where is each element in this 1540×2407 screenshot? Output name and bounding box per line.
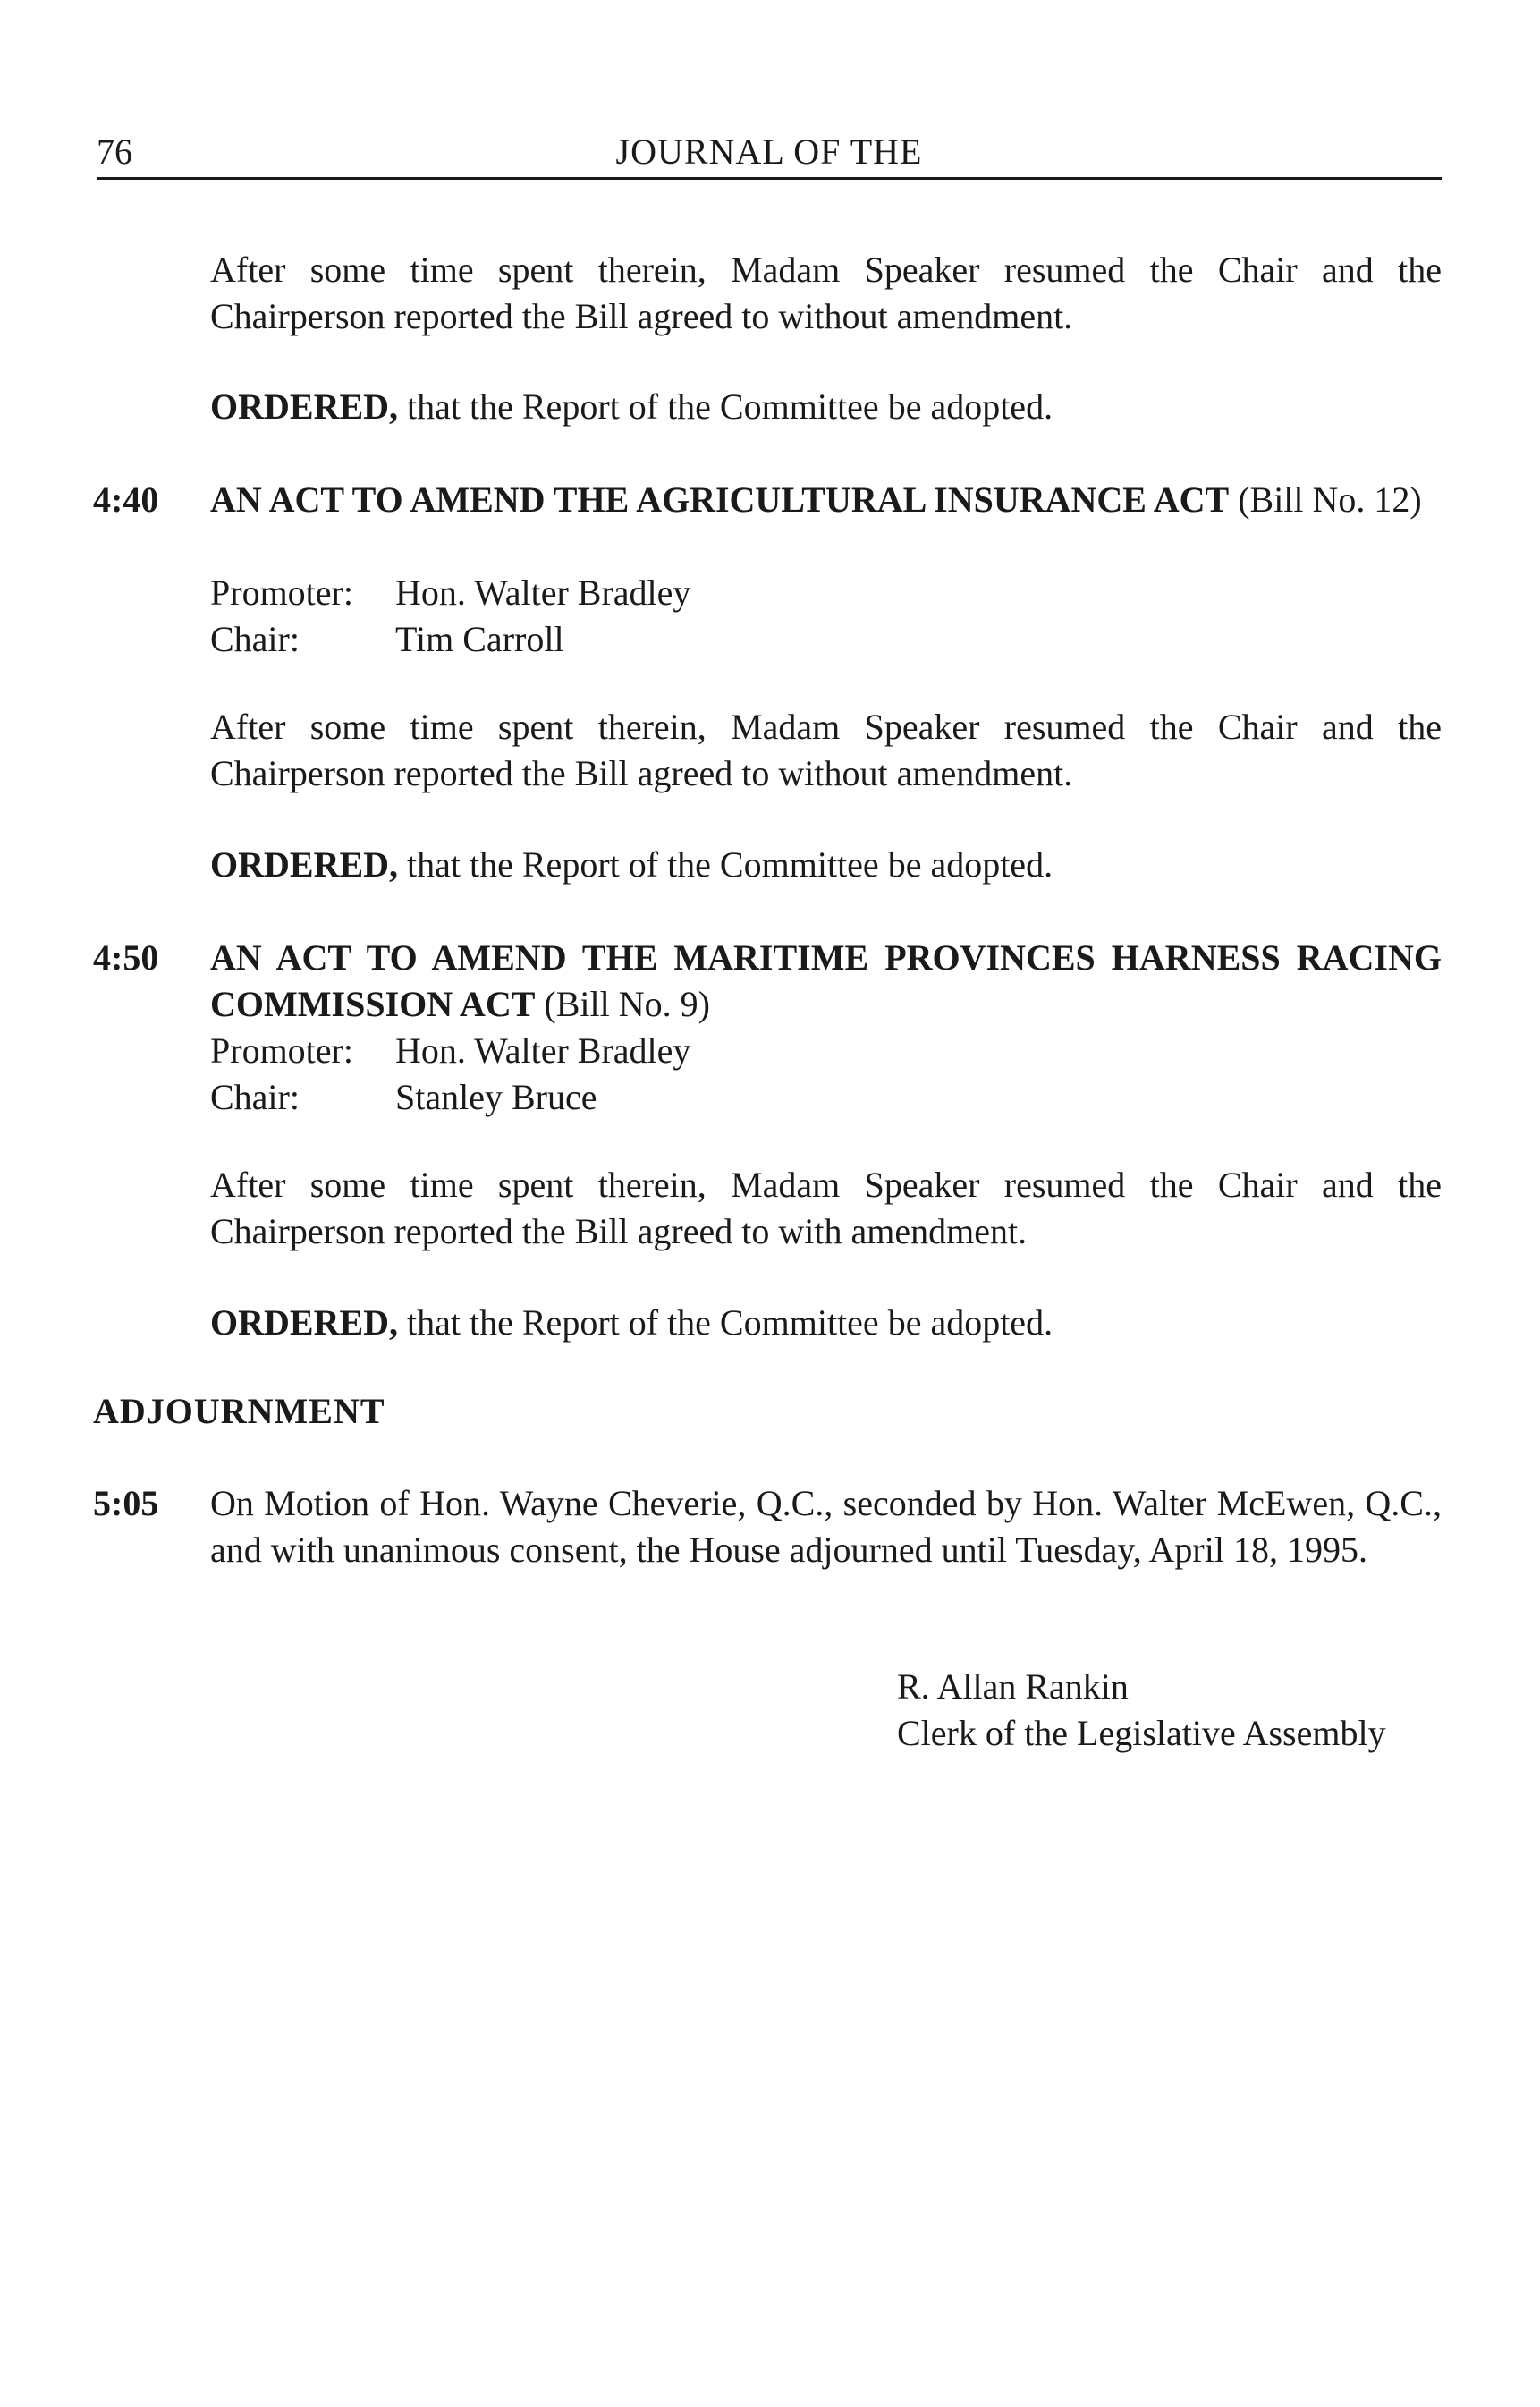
ordered-text: that the Report of the Committee be adopted. [398, 844, 1053, 885]
ordered-paragraph [210, 384, 1442, 430]
ordered-label: ORDERED, [210, 386, 399, 427]
chair-label: Chair: [210, 1077, 300, 1117]
entry-time: 4:50 [93, 937, 159, 978]
page-header [97, 131, 1442, 180]
bill-number: (Bill No. 9) [535, 984, 710, 1024]
chair-name: Tim Carroll [395, 619, 564, 659]
ordered-text: that the Report of the Committee be adopted. [398, 1302, 1053, 1343]
committee-report-paragraph: After some time spent therein, Madam Speaker resumed the Chair and the Chairperson reported the Bill agreed to with amendment. [210, 1165, 1442, 1251]
bill-promoter-row [210, 1028, 1442, 1121]
adjournment-heading: ADJOURNMENT [93, 1391, 385, 1431]
bill-title: AN ACT TO AMEND THE MARITIME PROVINCES HARNESS RACING COMMISSION ACT [210, 937, 1442, 1024]
clerk-title: Clerk of the Legislative Assembly [897, 1713, 1386, 1753]
entry-time: 4:40 [93, 479, 159, 520]
running-head: JOURNAL OF THE [615, 131, 923, 172]
signature-block [897, 1664, 1386, 1757]
committee-report-paragraph: After some time spent therein, Madam Speaker resumed the Chair and the Chairperson reported the Bill agreed to without amendment. [210, 250, 1442, 336]
ordered-label: ORDERED, [210, 1302, 399, 1343]
promoter-name: Hon. Walter Bradley [395, 572, 691, 613]
bill-heading [210, 935, 1442, 1028]
clerk-name: R. Allan Rankin [897, 1666, 1129, 1707]
ordered-paragraph [210, 1300, 1442, 1346]
promoter-name: Hon. Walter Bradley [395, 1030, 691, 1071]
committee-report-paragraph: After some time spent therein, Madam Speaker resumed the Chair and the Chairperson reported the Bill agreed to without amendment. [210, 707, 1442, 793]
ordered-text: that the Report of the Committee be adopted. [398, 386, 1053, 427]
chair-name: Stanley Bruce [395, 1077, 597, 1117]
entry-time: 5:05 [93, 1483, 159, 1523]
bill-promoter-row [210, 570, 1442, 663]
page-number: 76 [97, 131, 132, 172]
bill-heading [210, 477, 1442, 523]
bill-title: AN ACT TO AMEND THE AGRICULTURAL INSURANCE ACT [210, 479, 1230, 520]
chair-label: Chair: [210, 619, 300, 659]
promoter-label: Promoter: [210, 572, 353, 613]
bill-number: (Bill No. 12) [1229, 479, 1422, 520]
ordered-label: ORDERED, [210, 844, 399, 885]
ordered-paragraph [210, 842, 1442, 888]
adjournment-paragraph: On Motion of Hon. Wayne Cheverie, Q.C., seconded by Hon. Walter McEwen, Q.C., and with unanimous consent, the House adjourned until Tuesday, April 18, 1995. [210, 1483, 1442, 1570]
promoter-label: Promoter: [210, 1030, 353, 1071]
